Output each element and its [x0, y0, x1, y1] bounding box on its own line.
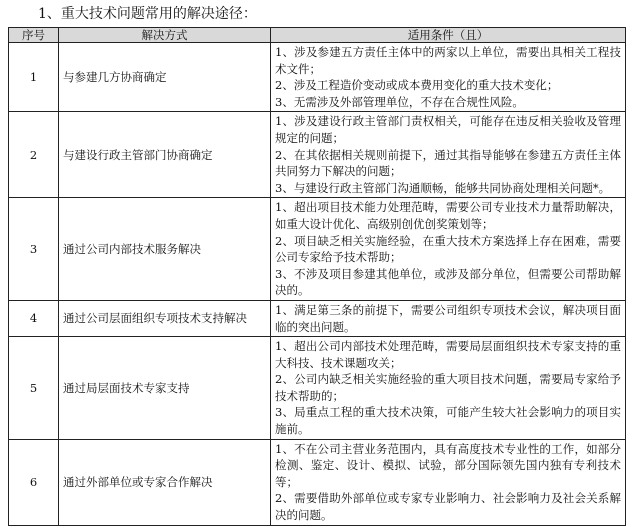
- condition-item: 1、涉及建设行政主管部门责权相关，可能存在违反相关验收及管理规定的问题；: [275, 114, 621, 145]
- condition-item: 3、不涉及项目参建其他单位，或涉及部分单位，但需要公司帮助解决的。: [275, 266, 621, 298]
- row-serial: 5: [9, 337, 59, 440]
- condition-item: 1、涉及参建五方责任主体中的两家以上单位，需要出具相关工程技术文件；: [275, 45, 621, 76]
- row-method: 通过局层面技术专家支持: [59, 337, 271, 440]
- table-row: [9, 439, 626, 525]
- row-serial: 4: [9, 300, 59, 336]
- condition-item: 1、超出公司内部技术处理范畴，需要局层面组织技术专家支持的重大科技、技术课题攻关；: [275, 339, 621, 370]
- condition-item: 3、局重点工程的重大技术决策，可能产生较大社会影响力的项目实施前。: [275, 405, 621, 437]
- table-row: [9, 337, 626, 440]
- row-serial: 3: [9, 198, 59, 301]
- row-method: 与参建几方协商确定: [59, 43, 271, 112]
- row-serial: 2: [9, 112, 59, 198]
- condition-item: 3、无需涉及外部管理单位，不存在合规性风险。: [275, 94, 524, 109]
- row-conditions: [271, 112, 626, 198]
- condition-item: 3、与建设行政主管部门沟通顺畅，能够共同协商处理相关问题*。: [275, 180, 611, 195]
- condition-item: 1、超出项目技术能力处理范畴，需要公司专业技术力量帮助解决，如重大设计优化、高级别创优创奖策划等；: [275, 200, 621, 231]
- row-serial: 1: [9, 43, 59, 112]
- row-conditions: [271, 43, 626, 112]
- table-header-row: [9, 28, 626, 43]
- section-heading: 1、重大技术问题常用的解决途径：: [38, 6, 257, 22]
- row-conditions: [271, 198, 626, 301]
- table-row: [9, 112, 626, 198]
- condition-item: 2、在其依据相关规则前提下，通过其指导能够在参建五方责任主体共同努力下解决的问题；: [275, 147, 621, 179]
- condition-item: 2、项目缺乏相关实施经验，在重大技术方案选择上存在困难，需要公司专家给予技术帮助；: [275, 233, 621, 265]
- row-conditions: [271, 439, 626, 525]
- row-method: 通过公司内部技术服务解决: [59, 198, 271, 301]
- condition-item: 2、涉及工程造价变动或成本费用变化的重大技术变化；: [275, 78, 559, 93]
- table-row: [9, 300, 626, 336]
- table-row: [9, 198, 626, 301]
- condition-item: 2、需要借助外部单位或专家专业影响力、社会影响力及社会关系解决的问题。: [275, 491, 621, 523]
- row-conditions: [271, 300, 626, 336]
- condition-item: 1、满足第三条的前提下，需要公司组织专项技术会议，解决项目面临的突出问题。: [275, 302, 621, 334]
- header-serial: 序号: [9, 28, 59, 43]
- row-serial: 6: [9, 439, 59, 525]
- solutions-table: [8, 27, 626, 526]
- row-method: 通过公司层面组织专项技术支持解决: [59, 300, 271, 336]
- condition-item: 2、公司内缺乏相关实施经验的重大项目技术问题，需要局专家给予技术帮助的；: [275, 372, 621, 403]
- row-method: 通过外部单位或专家合作解决: [59, 439, 271, 525]
- table-row: [9, 43, 626, 112]
- condition-item: 1、不在公司主营业务范围内，具有高度技术专业性的工作，如部分检测、鉴定、设计、模拟、试验，部分国际领先国内独有专利技术等；: [275, 441, 621, 489]
- row-conditions: [271, 337, 626, 440]
- row-method: 与建设行政主管部门协商确定: [59, 112, 271, 198]
- header-conditions: 适用条件（且）: [271, 28, 626, 43]
- header-method: 解决方式: [59, 28, 271, 43]
